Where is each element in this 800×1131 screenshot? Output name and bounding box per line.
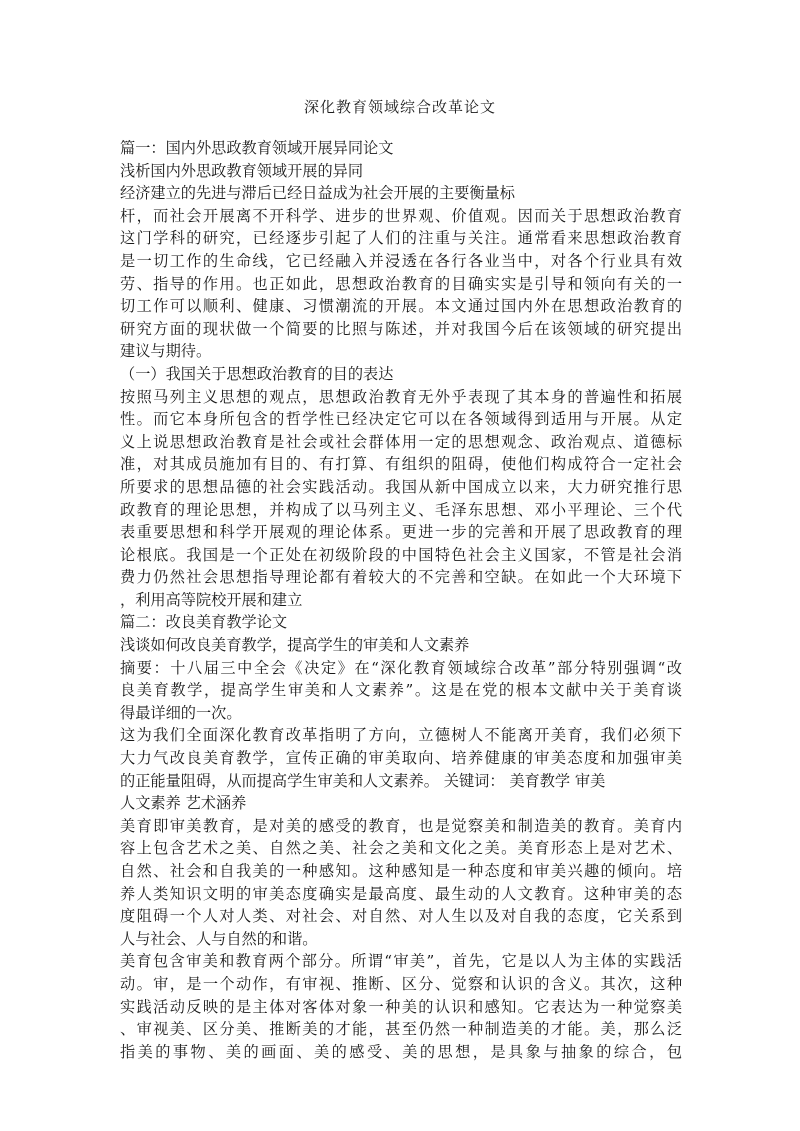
text-line: 准，对其成员施加有目的、有打算、有组织的阻碍，使他们构成符合一定社会 — [120, 455, 682, 474]
text-line: 建议与期待。 — [120, 342, 212, 361]
text-line: ，利用高等院校开展和建立 — [120, 590, 303, 609]
text-line: 所要求的思想品德的社会实践活动。我国从新中国成立以来，大力研究推行思 — [120, 477, 682, 496]
text-line: 摘要：十八届三中全会《决定》在“深化教育领域综合改革”部分特别强调“改 — [120, 658, 682, 677]
text-line: 良美育教学，提高学生审美和人文素养”。这是在党的根本文献中关于美育谈 — [120, 681, 682, 700]
text-line: 这门学科的研究，已经逐步引起了人们的注重与关注。通常看来思想政治教育 — [120, 229, 682, 248]
text-line: 人与社会、人与自然的和谐。 — [120, 929, 318, 948]
text-line: 表重要思想和科学开展观的理论体系。更进一步的完善和开展了思政教育的理 — [120, 523, 682, 542]
text-line: 论根底。我国是一个正处在初级阶段的中国特色社会主义国家，不管是社会消 — [120, 545, 682, 564]
text-line: 浅析国内外思政教育领域开展的异同 — [120, 161, 363, 180]
text-line: （一）我国关于思想政治教育的目的表达 — [120, 364, 394, 383]
text-line: 义上说思想政治教育是社会或社会群体用一定的思想观念、政治观点、道德标 — [120, 432, 682, 451]
text-line: 美育包含审美和教育两个部分。所谓“审美”，首先，它是以人为主体的实践活 — [120, 952, 682, 971]
text-line: 篇一：国内外思政教育领域开展异同论文 — [120, 139, 394, 157]
text-line: 养人类知识文明的审美态度确实是最高度、最生动的人文教育。这种审美的态 — [120, 884, 682, 903]
text-line: 得最详细的一次。 — [120, 703, 242, 722]
text-line: 政教育的理论思想，并构成了以马列主义、毛泽东思想、邓小平理论、三个代 — [120, 500, 682, 519]
text-line: 自然、社会和自我美的一种感知。这种感知是一种态度和审美兴趣的倾向。培 — [120, 862, 682, 880]
text-line: 的正能量阻碍，从而提高学生审美和人文素养。 关键词： 美育教学 审美 — [120, 771, 606, 790]
text-line: 美育即审美教育，是对美的感受的教育，也是觉察美和制造美的教育。美育内 — [120, 816, 682, 835]
text-line: 性。而它本身所包含的哲学性已经决定它可以在各领域得到适用与开展。从定 — [120, 410, 682, 429]
text-line: 、审视美、区分美、推断美的才能，甚至仍然一种制造美的才能。美，那么泛 — [120, 1020, 682, 1039]
text-line: 大力气改良美育教学，宣传正确的审美取向、培养健康的审美态度和加强审美 — [120, 749, 682, 768]
text-line: 研究方面的现状做一个简要的比照与陈述，并对我国今后在该领域的研究提出 — [120, 319, 682, 338]
document-title: 深化教育领域综合改革论文 — [303, 98, 496, 116]
text-line: 杆，而社会开展离不开科学、进步的世界观、价值观。因而关于思想政治教育 — [120, 206, 682, 225]
text-line: 人文素养 艺术涵养 — [120, 794, 247, 813]
text-line: 这为我们全面深化教育改革指明了方向，立德树人不能离开美育，我们必须下 — [120, 726, 682, 745]
text-line: 动。审，是一个动作，有审视、推断、区分、觉察和认识的含义。其次，这种 — [120, 974, 682, 993]
text-line: 浅谈如何改良美育教学，提高学生的审美和人文素养 — [120, 636, 470, 655]
text-line: 容上包含艺术之美、自然之美、社会之美和文化之美。美育形态上是对艺术、 — [120, 839, 682, 858]
text-line: 篇二：改良美育教学论文 — [120, 613, 288, 632]
text-line: 实践活动反映的是主体对客体对象一种美的认识和感知。它表达为一种觉察美 — [120, 997, 682, 1016]
document-body — [120, 137, 682, 1063]
text-line: 经济建立的先进与滞后已经日益成为社会开展的主要衡量标 — [120, 184, 515, 203]
text-line: 度阻碍一个人对人类、对社会、对自然、对人生以及对自我的态度，它关系到 — [120, 907, 682, 926]
text-line: 是一切工作的生命线，它已经融入并浸透在各行各业当中，对各个行业具有效 — [120, 251, 682, 270]
text-line: 劳、指导的作用。也正如此，思想政治教育的目确实实是引导和领向有关的一 — [120, 274, 682, 293]
text-line: 按照马列主义思想的观点，思想政治教育无外乎表现了其本身的普遍性和拓展 — [120, 387, 682, 406]
text-line: 费力仍然社会思想指导理论都有着较大的不完善和空缺。在如此一个大环境下 — [120, 568, 682, 587]
text-line: 切工作可以顺利、健康、习惯潮流的开展。本文通过国内外在思想政治教育的 — [120, 297, 682, 316]
text-line: 指美的事物、美的画面、美的感受、美的思想，是具象与抽象的综合，包 — [120, 1042, 682, 1061]
